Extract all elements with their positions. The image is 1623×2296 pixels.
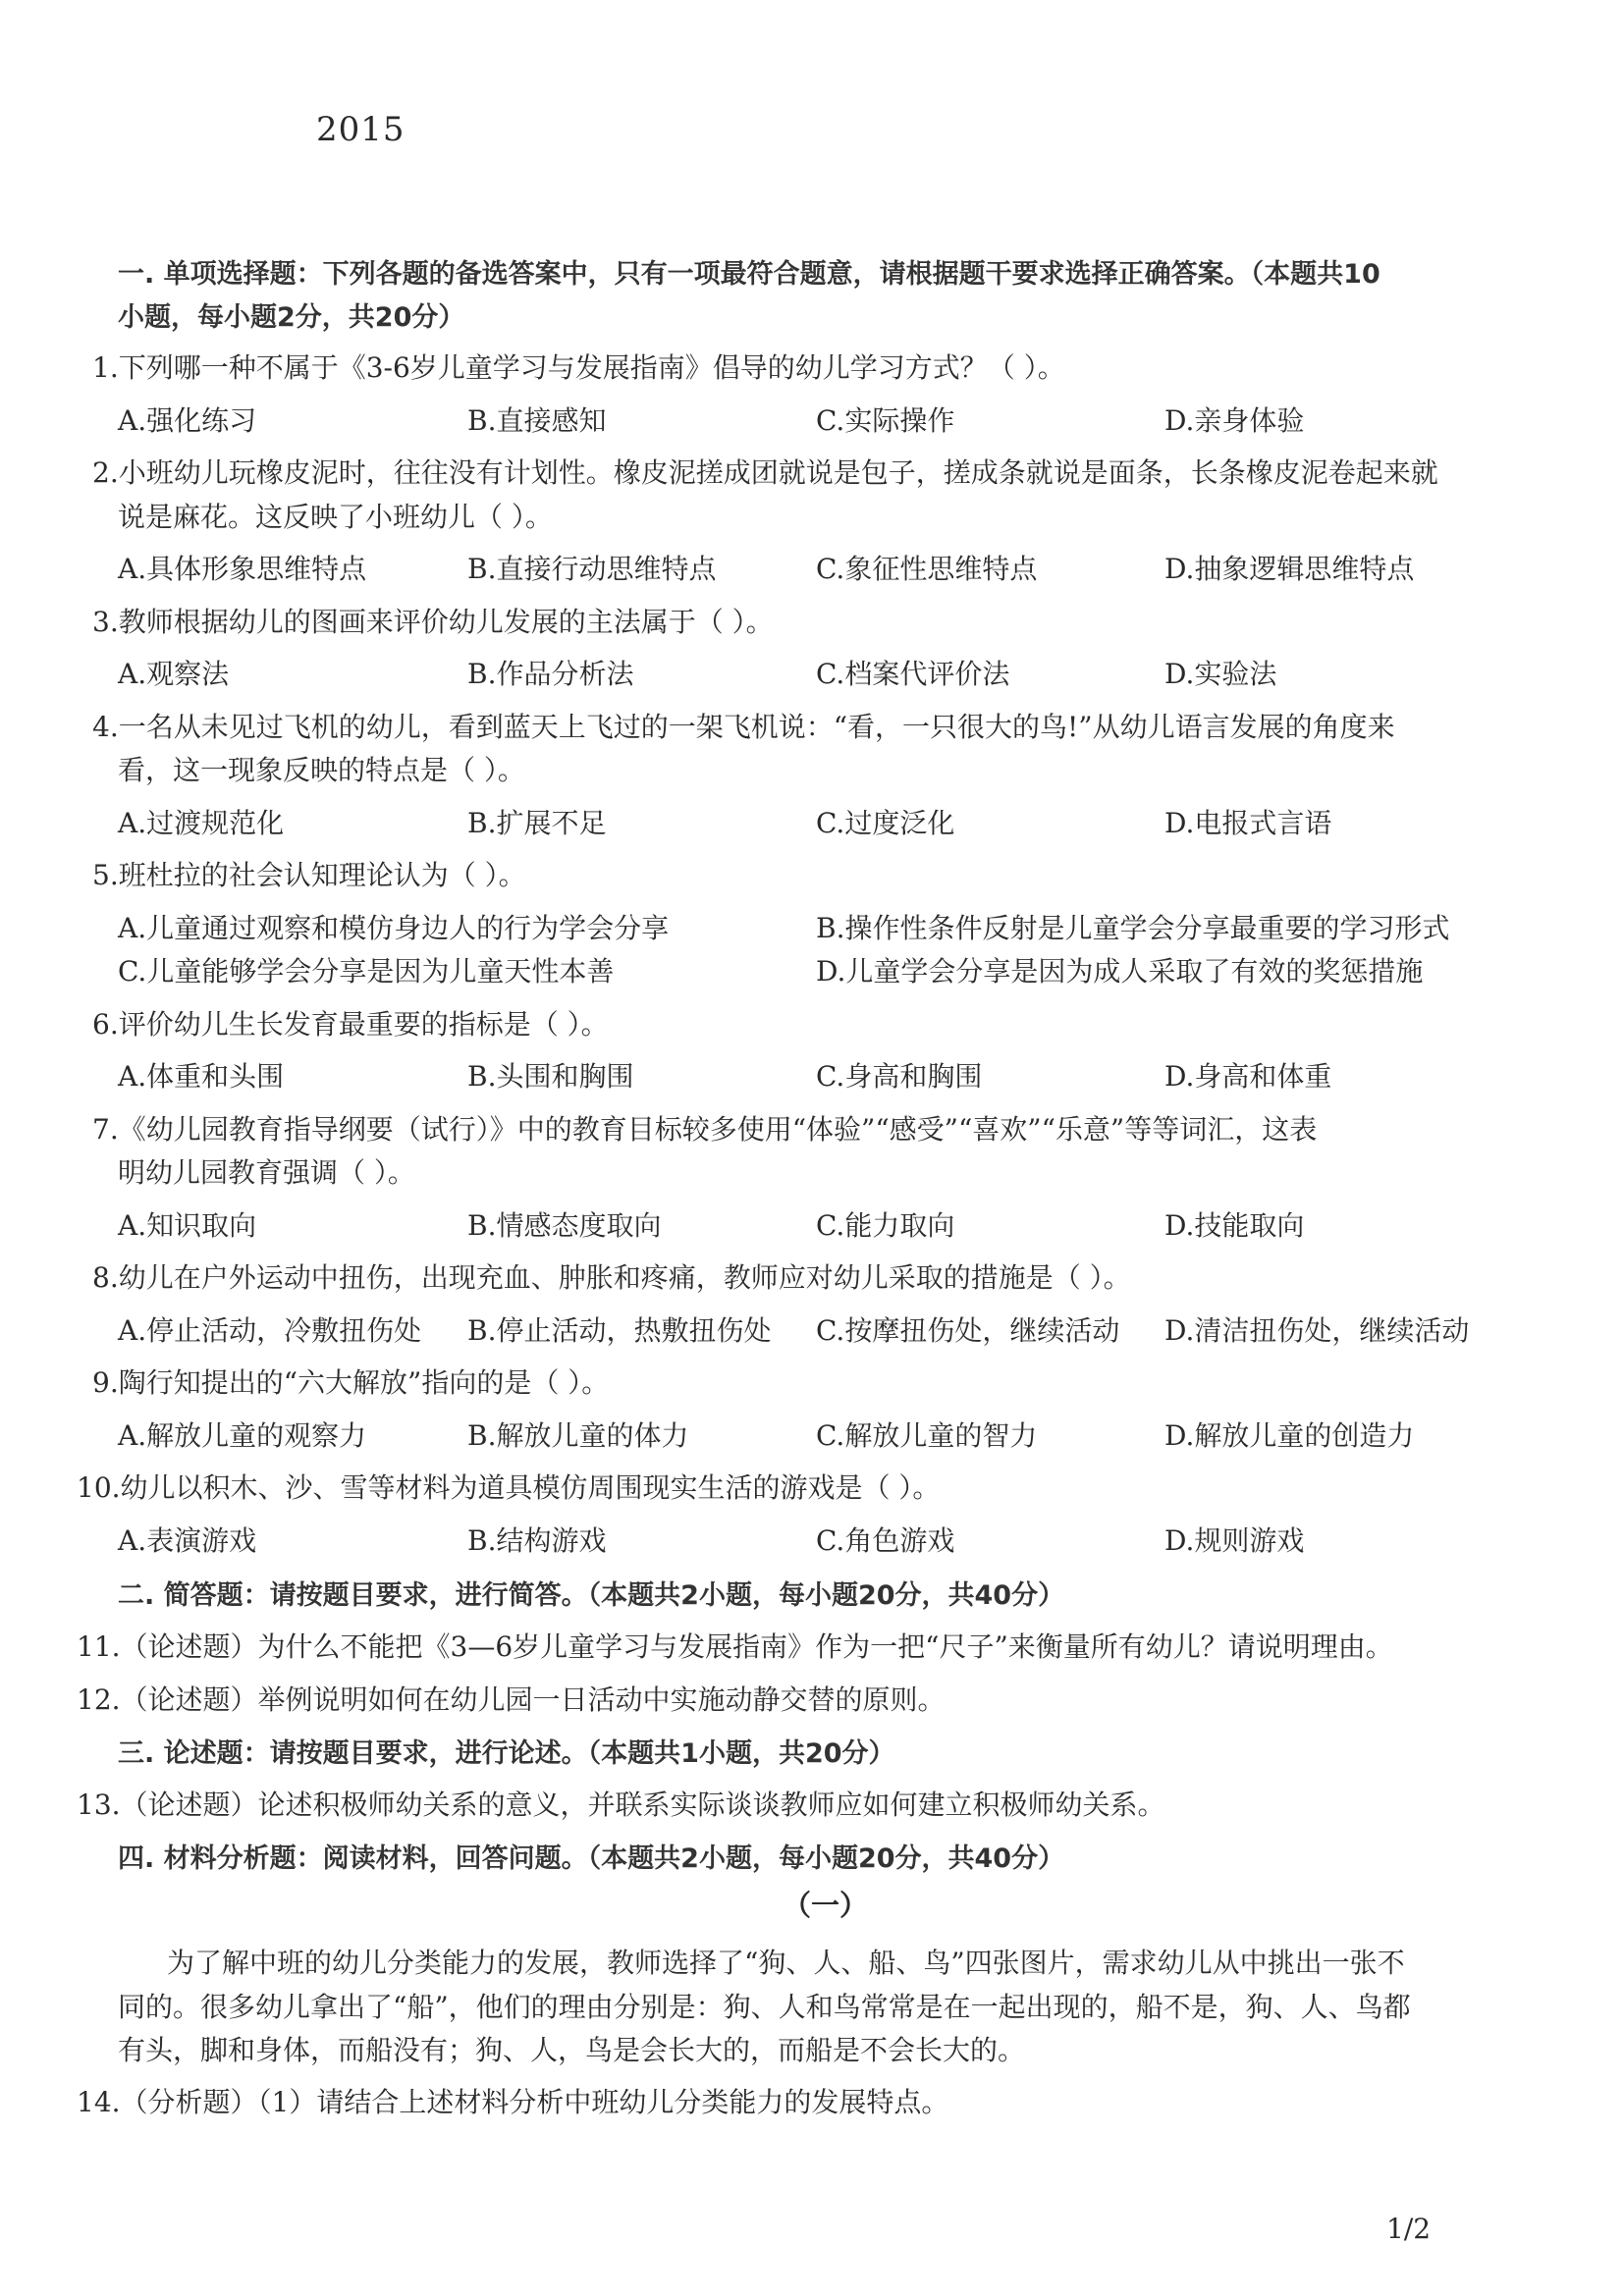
question-11: 11.（论述题）为什么不能把《3—6岁儿童学习与发展指南》作为一把“尺子”来衡量所有幼儿？请说明理由。 [77, 1630, 1393, 1663]
question-4-line-2: 看，这一现象反映的特点是（ ）。 [118, 754, 525, 786]
q1-option-d: D.亲身体验 [1164, 404, 1305, 437]
q2-option-a: A.具体形象思维特点 [118, 553, 367, 585]
q4-option-d: D.电报式言语 [1164, 807, 1332, 839]
q8-option-a: A.停止活动，冷敷扭伤处 [118, 1314, 422, 1347]
q2-option-c: C.象征性思维特点 [816, 553, 1038, 585]
question-2-line-2: 说是麻花。这反映了小班幼儿（ ）。 [118, 501, 553, 533]
question-10: 10.幼儿以积木、沙、雪等材料为道具模仿周围现实生活的游戏是（ ）。 [77, 1471, 941, 1504]
q10-option-c: C.角色游戏 [816, 1524, 955, 1557]
question-5: 5.班杜拉的社会认知理论认为（ ）。 [92, 859, 526, 891]
section-2-heading: 二. 简答题：请按题目要求，进行简答。（本题共2小题，每小题20分，共40分） [118, 1580, 1065, 1611]
q6-option-d: D.身高和体重 [1164, 1060, 1332, 1093]
q5-option-d: D.儿童学会分享是因为成人采取了有效的奖惩措施 [816, 955, 1424, 988]
q7-option-b: B.情感态度取向 [467, 1209, 662, 1242]
q8-option-c: C.按摩扭伤处，继续活动 [816, 1314, 1120, 1347]
q1-option-b: B.直接感知 [467, 404, 607, 437]
question-2-line-1: 2.小班幼儿玩橡皮泥时，往往没有计划性。橡皮泥搓成团就说是包子，搓成条就说是面条，长条橡皮泥卷起来就 [92, 456, 1438, 489]
q3-option-b: B.作品分析法 [467, 658, 634, 690]
question-14: 14.（分析题）（1）请结合上述材料分析中班幼儿分类能力的发展特点。 [77, 2086, 949, 2118]
q5-option-a: A.儿童通过观察和模仿身边人的行为学会分享 [118, 912, 670, 944]
section-4-heading: 四. 材料分析题：阅读材料，回答问题。（本题共2小题，每小题20分，共40分） [118, 1843, 1065, 1874]
section-1-heading-line-1: 一. 单项选择题：下列各题的备选答案中，只有一项最符合题意，请根据题干要求选择正确答案。（本题共10 [118, 259, 1380, 290]
q3-option-c: C.档案代评价法 [816, 658, 1010, 690]
material-line-1: 为了解中班的幼儿分类能力的发展，教师选择了“狗、人、船、鸟”四张图片，需求幼儿从中挑出一张不 [167, 1947, 1405, 1979]
q6-option-a: A.体重和头围 [118, 1060, 285, 1093]
q7-option-d: D.技能取向 [1164, 1209, 1305, 1242]
q4-option-b: B.扩展不足 [467, 807, 607, 839]
q2-option-d: D.抽象逻辑思维特点 [1164, 553, 1415, 585]
question-3: 3.教师根据幼儿的图画来评价幼儿发展的主法属于（ ）。 [92, 606, 774, 638]
q6-option-c: C.身高和胸围 [816, 1060, 983, 1093]
question-1: 1.下列哪一种不属于《3-6岁儿童学习与发展指南》倡导的幼儿学习方式？（ ）。 [92, 351, 1065, 384]
exam-year: 2015 [316, 110, 406, 149]
q9-option-c: C.解放儿童的智力 [816, 1419, 1038, 1452]
q1-option-a: A.强化练习 [118, 404, 257, 437]
q8-option-d: D.清洁扭伤处，继续活动 [1164, 1314, 1470, 1347]
q5-option-c: C.儿童能够学会分享是因为儿童天性本善 [118, 955, 615, 988]
question-4-line-1: 4.一名从未见过飞机的幼儿，看到蓝天上飞过的一架飞机说：“看，一只很大的鸟!”从幼儿语言发展的角度来 [92, 711, 1395, 743]
q2-option-b: B.直接行动思维特点 [467, 553, 717, 585]
question-6: 6.评价幼儿生长发育最重要的指标是（ ）。 [92, 1008, 609, 1041]
q3-option-a: A.观察法 [118, 658, 230, 690]
q5-option-b: B.操作性条件反射是儿童学会分享最重要的学习形式 [816, 912, 1450, 944]
section-3-heading: 三. 论述题：请按题目要求，进行论述。（本题共1小题，共20分） [118, 1738, 895, 1769]
question-9: 9.陶行知提出的“六大解放”指向的是（ ）。 [92, 1366, 610, 1399]
q7-option-a: A.知识取向 [118, 1209, 257, 1242]
q4-option-c: C.过度泛化 [816, 807, 955, 839]
q1-option-c: C.实际操作 [816, 404, 955, 437]
q10-option-b: B.结构游戏 [467, 1524, 607, 1557]
page-number: 1/2 [1386, 2213, 1432, 2245]
q4-option-a: A.过渡规范化 [118, 807, 285, 839]
material-part-label: （一） [783, 1889, 869, 1922]
q10-option-d: D.规则游戏 [1164, 1524, 1305, 1557]
material-line-3: 有头，脚和身体，而船没有；狗、人，鸟是会长大的，而船是不会长大的。 [118, 2034, 1026, 2066]
question-7-line-2: 明幼儿园教育强调（ ）。 [118, 1156, 415, 1189]
q3-option-d: D.实验法 [1164, 658, 1277, 690]
question-7-line-1: 7.《幼儿园教育指导纲要（试行）》中的教育目标较多使用“体验”“感受”“喜欢”“乐意”等等词汇，这表 [92, 1113, 1318, 1146]
q9-option-a: A.解放儿童的观察力 [118, 1419, 367, 1452]
q6-option-b: B.头围和胸围 [467, 1060, 634, 1093]
question-8: 8.幼儿在户外运动中扭伤，出现充血、肿胀和疼痛，教师应对幼儿采取的措施是（ ）。 [92, 1261, 1131, 1294]
q7-option-c: C.能力取向 [816, 1209, 955, 1242]
section-1-heading-line-2: 小题，每小题2分，共20分） [118, 302, 465, 333]
q9-option-d: D.解放儿童的创造力 [1164, 1419, 1415, 1452]
material-line-2: 同的。很多幼儿拿出了“船”，他们的理由分别是：狗、人和鸟常常是在一起出现的，船不是，狗、人、鸟都 [118, 1991, 1411, 2023]
q9-option-b: B.解放儿童的体力 [467, 1419, 689, 1452]
q8-option-b: B.停止活动，热敷扭伤处 [467, 1314, 772, 1347]
q10-option-a: A.表演游戏 [118, 1524, 257, 1557]
question-13: 13.（论述题）论述积极师幼关系的意义，并联系实际谈谈教师应如何建立积极师幼关系。 [77, 1789, 1165, 1821]
question-12: 12.（论述题）举例说明如何在幼儿园一日活动中实施动静交替的原则。 [77, 1683, 946, 1716]
